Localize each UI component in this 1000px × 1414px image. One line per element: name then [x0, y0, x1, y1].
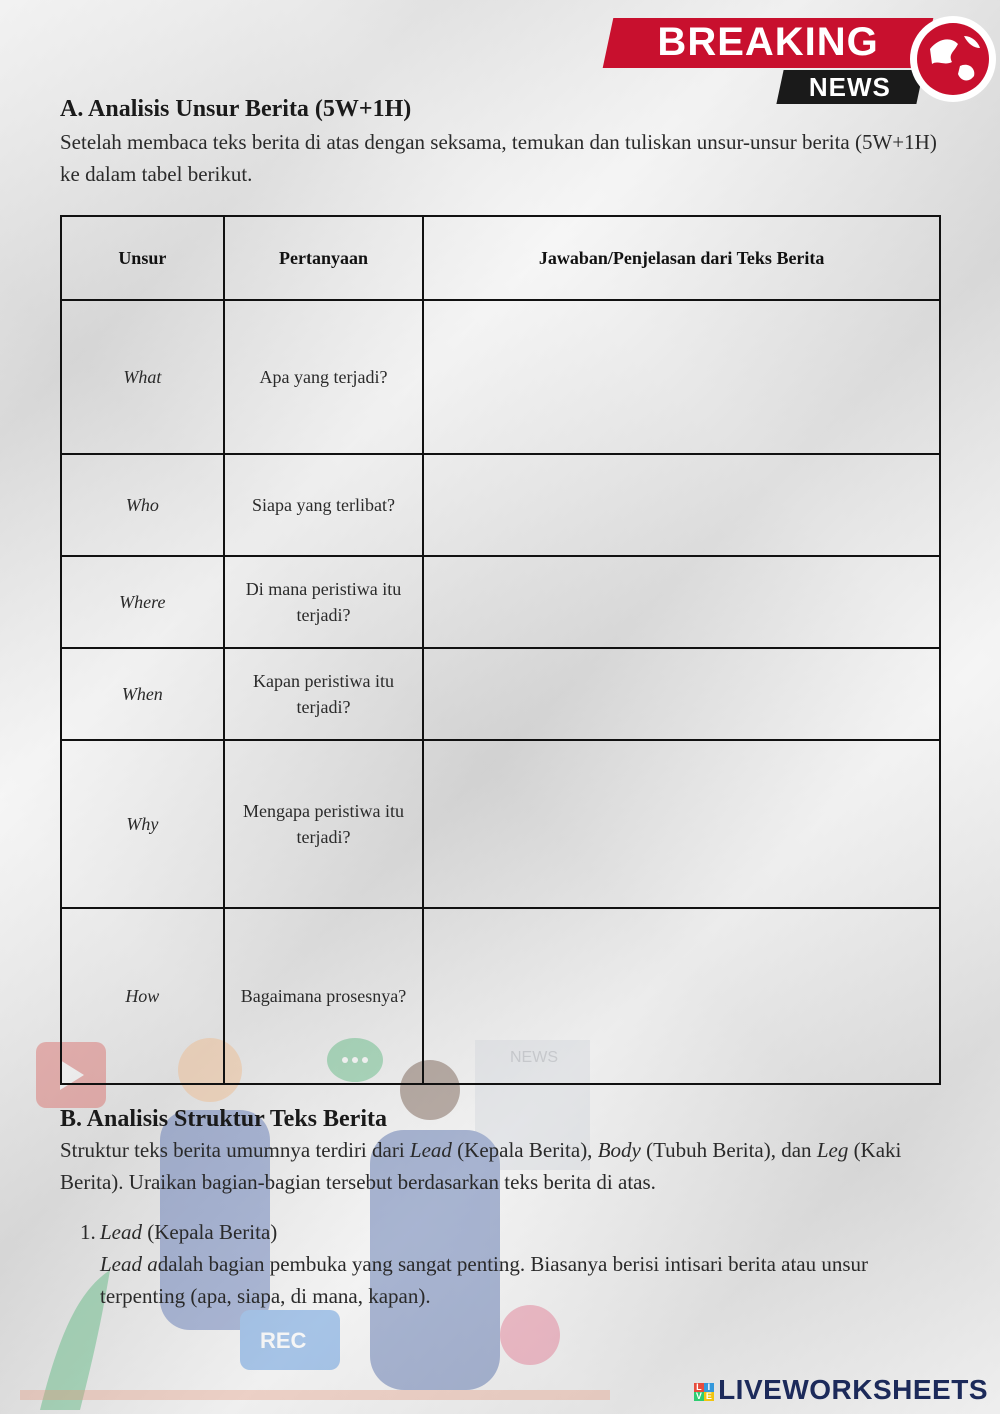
- news-banner: [776, 70, 923, 104]
- header-pertanyaan: Pertanyaan: [224, 216, 424, 300]
- jawaban-input-cell[interactable]: [423, 740, 940, 908]
- jawaban-input-cell[interactable]: [423, 454, 940, 556]
- list-item-lead: [80, 1216, 940, 1248]
- structure-list: [80, 1216, 940, 1312]
- list-number: 1.: [80, 1220, 96, 1244]
- table-row-when: [61, 648, 940, 740]
- news-label: NEWS: [808, 72, 891, 102]
- desc-text: dalah bagian pembuka yang sangat penting. Biasanya berisi intisari berita atau unsur terpenting (apa, siapa, di mana, kapan).: [100, 1252, 869, 1308]
- table-row-what: [61, 300, 940, 454]
- instruction-text: (Kepala Berita),: [451, 1138, 598, 1162]
- list-term: Lead: [100, 1220, 142, 1244]
- pertanyaan-cell: Mengapa peristiwa itu terjadi?: [224, 740, 424, 908]
- table-header-row: [61, 216, 940, 300]
- pertanyaan-cell: Di mana peristiwa itu terjadi?: [224, 556, 424, 648]
- liveworksheets-text: LIVEWORKSHEETS: [718, 1374, 988, 1405]
- unsur-cell: What: [61, 300, 224, 454]
- unsur-berita-table: [60, 215, 941, 1085]
- live-mini-logo: L I V E: [695, 1381, 713, 1401]
- pertanyaan-cell: Apa yang terjadi?: [224, 300, 424, 454]
- unsur-cell: Who: [61, 454, 224, 556]
- unsur-cell: When: [61, 648, 224, 740]
- section-a-title: A. Analisis Unsur Berita (5W+1H): [60, 96, 412, 122]
- unsur-cell: Why: [61, 740, 224, 908]
- header-jawaban: Jawaban/Penjelasan dari Teks Berita: [423, 216, 940, 300]
- term-leg: Leg: [816, 1138, 849, 1162]
- breaking-banner: [603, 18, 934, 68]
- rec-label: REC: [260, 1328, 307, 1353]
- desc-term: Lead a: [100, 1252, 158, 1276]
- term-body: Body: [597, 1138, 641, 1162]
- header-unsur: Unsur: [61, 216, 224, 300]
- section-b-title: B. Analisis Struktur Teks Berita: [60, 1106, 387, 1132]
- instruction-text: (Tubuh Berita), dan: [640, 1138, 817, 1162]
- newspaper-news-label: NEWS: [510, 1049, 558, 1066]
- jawaban-input-cell[interactable]: [423, 300, 940, 454]
- table-row-how: [61, 908, 940, 1084]
- globe-icon: [908, 14, 998, 104]
- list-item-description: [80, 1248, 940, 1312]
- table-row-who: [61, 454, 940, 556]
- instruction-text: Struktur teks berita umumnya terdiri dari: [60, 1138, 410, 1162]
- footer-strip: [20, 1390, 610, 1400]
- pertanyaan-cell: Kapan peristiwa itu terjadi?: [224, 648, 424, 740]
- unsur-cell: Where: [61, 556, 224, 648]
- pertanyaan-cell: Bagaimana prosesnya?: [224, 908, 424, 1084]
- unsur-cell: How: [61, 908, 224, 1084]
- instruction-text: (Kaki Berita). Uraikan bagian-bagian tersebut berdasarkan teks berita di atas.: [60, 1138, 902, 1194]
- section-a-instruction: Setelah membaca teks berita di atas dengan seksama, temukan dan tuliskan unsur-unsur berita (5W+1H) ke dalam tabel berikut.: [60, 130, 937, 186]
- jawaban-input-cell[interactable]: [423, 648, 940, 740]
- table-row-where: [61, 556, 940, 648]
- term-lead: Lead: [409, 1138, 452, 1162]
- section-b-instruction: [60, 1134, 950, 1198]
- table-row-why: [61, 740, 940, 908]
- pertanyaan-cell: Siapa yang terlibat?: [224, 454, 424, 556]
- breaking-label: BREAKING: [657, 20, 879, 64]
- jawaban-input-cell[interactable]: [423, 556, 940, 648]
- liveworksheets-logo: [694, 1374, 988, 1406]
- list-term-gloss: (Kepala Berita): [142, 1220, 278, 1244]
- breaking-news-badge: [600, 6, 1000, 116]
- jawaban-input-cell[interactable]: [423, 908, 940, 1084]
